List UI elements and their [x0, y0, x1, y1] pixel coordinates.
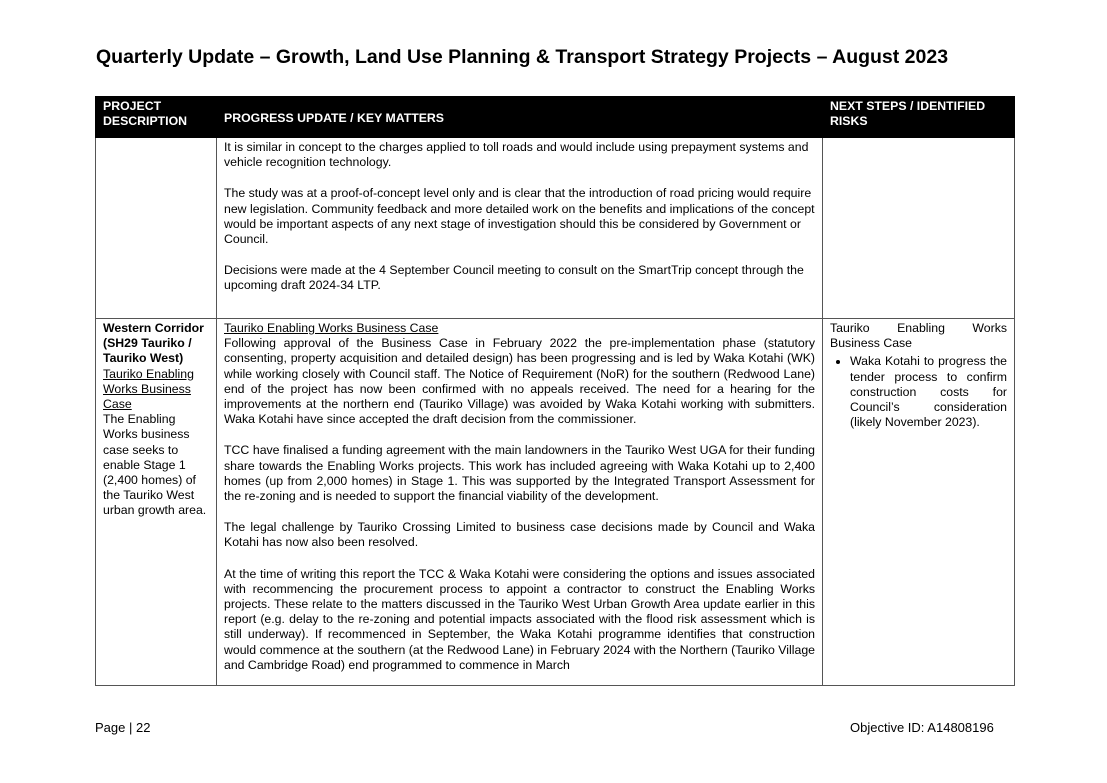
- project-link: Tauriko Enabling Works Business Case: [103, 366, 194, 412]
- list-item: • Waka Kotahi to progress the tender process to confirm construction costs for Council’s consideration (likely November 2023).: [850, 354, 1007, 430]
- progress-paragraph: At the time of writing this report the TCC & Waka Kotahi were considering the options and issues associated with recommencing the procurement process to appoint a contractor to construct the Enabling Works projects. These relate to the matters discussed in the Tauriko West Urban Growth Area update earlier in this report (e.g. delay to the re-zoning and potential impacts associated with the flood risk assessment which is still underway). If recommenced in September, the Waka Kotahi programme identifies that construction would commence at the southern (at the Redwood Lane) in February 2024 with the Northern (Tauriko Village and Cambridge Road) end programmed to commence in March: [224, 566, 815, 672]
- progress-paragraph: It is similar in concept to the charges applied to toll roads and would include using prepayment systems and vehicle recognition technology.: [224, 140, 809, 170]
- table-row: [96, 319, 1015, 686]
- next-steps-heading: Tauriko Enabling Works Business Case: [830, 321, 1007, 351]
- header-project-description: PROJECT DESCRIPTION: [96, 97, 217, 138]
- progress-paragraph: TCC have finalised a funding agreement with the main landowners in the Tauriko West UGA for their funding share towards the Enabling Works projects. This work has included agreeing with Waka Kotahi up to 2,400 homes (up from 2,000 homes) in Stage 1. This was supported by the Integrated Transport Assessment for the re-zoning and is needed to support the financial viability of the development.: [224, 443, 815, 504]
- next-steps-cell: [823, 138, 1015, 319]
- next-steps-cell: [823, 319, 1015, 686]
- objective-id: Objective ID: A14808196: [850, 720, 994, 735]
- projects-table: [95, 96, 1015, 686]
- progress-cell: [217, 319, 823, 686]
- progress-paragraph: Following approval of the Business Case in February 2022 the pre-implementation phase (statutory consenting, property acquisition and detailed design) has been progressing and is led by Waka Kotahi (WK) while working closely with Council staff. The Notice of Requirement (NoR) for the southern (Redwood Lane) end of the project has now been confirmed with no appeals received. The need for a hearing for the improvements at the northern end (Tauriko Village) was avoided by Waka Kotahi working with submitters. Waka Kotahi have since accepted the draft decision from the commissioner.: [224, 336, 815, 427]
- progress-heading: Tauriko Enabling Works Business Case: [224, 321, 439, 335]
- header-next-steps: NEXT STEPS / IDENTIFIED RISKS: [823, 97, 1015, 138]
- table-row: [96, 138, 1015, 319]
- project-cell: [96, 138, 217, 319]
- header-progress-update: PROGRESS UPDATE / KEY MATTERS: [217, 97, 823, 138]
- table-header-row: [96, 97, 1015, 138]
- progress-cell: [217, 138, 823, 319]
- project-title: Western Corridor (SH29 Tauriko / Tauriko West): [103, 321, 204, 366]
- project-cell: [96, 319, 217, 686]
- page-title: Quarterly Update – Growth, Land Use Planning & Transport Strategy Projects – August 2023: [96, 46, 949, 68]
- next-steps-list: [830, 354, 1007, 430]
- project-description: The Enabling Works business case seeks to enable Stage 1 (2,400 homes) of the Tauriko West urban growth area.: [103, 412, 207, 518]
- page-number: Page | 22: [95, 720, 151, 735]
- progress-paragraph: Decisions were made at the 4 September Council meeting to consult on the SmartTrip concept through the upcoming draft 2024-34 LTP.: [224, 263, 804, 293]
- progress-paragraph: The legal challenge by Tauriko Crossing Limited to business case decisions made by Council and Waka Kotahi has now also been resolved.: [224, 520, 815, 550]
- progress-paragraph: The study was at a proof-of-concept level only and is clear that the introduction of road pricing would require new legislation. Community feedback and more detailed work on the benefits and implications of the concept would be important aspects of any next stage of investigation should this be considered by Government or Council.: [224, 186, 815, 247]
